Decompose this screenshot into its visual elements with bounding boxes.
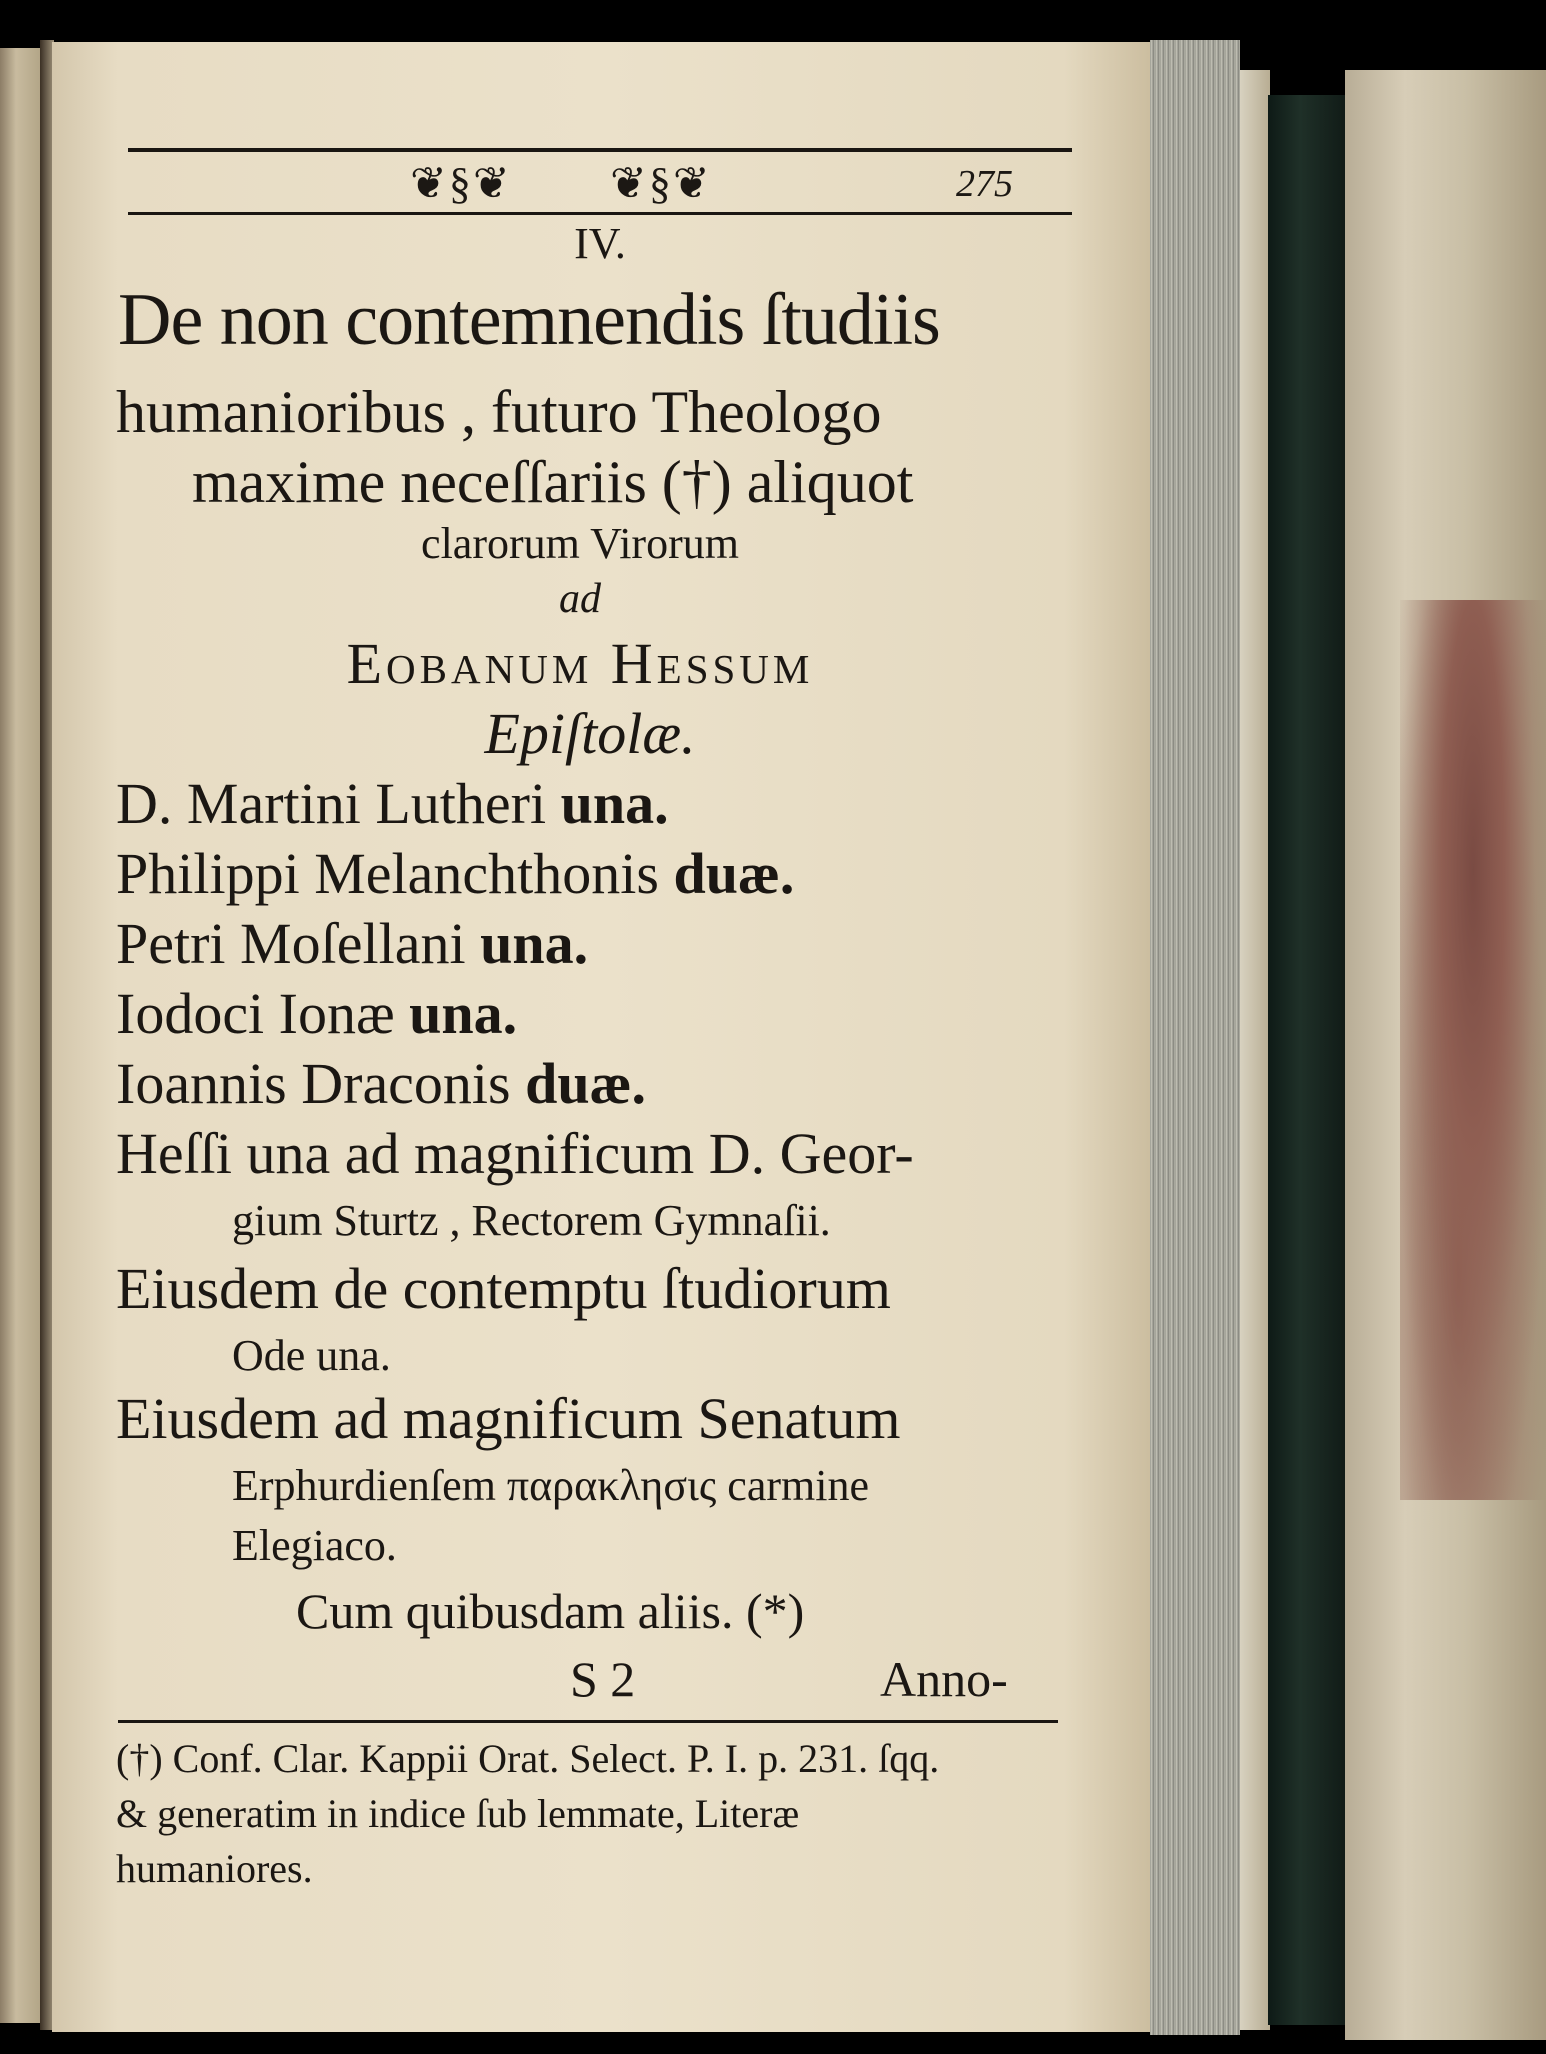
title-line-1: De non contemnendis ſtudiis [118, 279, 940, 361]
entry-hessi-line-2: gium Sturtz , Rectorem Gymnaſii. [232, 1196, 831, 1245]
footnote-rule [118, 1720, 1058, 1723]
header-rule-top [128, 148, 1072, 152]
title-line-5: ad [559, 576, 601, 622]
entry-count: una. [480, 911, 589, 976]
entry-lutheri [116, 770, 669, 837]
header-ornament-right: ❦§❦ [610, 159, 712, 208]
entry-author: D. Martini Lutheri [116, 771, 561, 836]
entry-eiusdem-senatum-line-1: Eiusdem ad magnificum Senatum [116, 1386, 901, 1451]
footnote-line-3: humaniores. [116, 1846, 313, 1891]
signature-mark: S 2 [570, 1651, 636, 1707]
entry-eiusdem-senatum-line-2: Erphurdienſem παρακλησις carmine [232, 1461, 869, 1510]
title-line-2: humanioribus , futuro Theologo [116, 379, 882, 445]
title-epistolae: Epiſtolæ. [484, 701, 696, 766]
footnote-line-2: & generatim in indice ſub lemmate, Literæ [116, 1791, 800, 1836]
entry-count: duæ. [525, 1051, 647, 1116]
header-rule-bottom [128, 212, 1072, 215]
section-numeral: IV. [574, 219, 626, 268]
entry-author: Ioannis Draconis [116, 1051, 526, 1116]
closing-line: Cum quibusdam aliis. (*) [296, 1583, 805, 1639]
entry-author: Philippi Melanchthonis [116, 841, 674, 906]
entry-count: una. [560, 771, 669, 836]
footnote-line-1: (†) Conf. Clar. Kappii Orat. Select. P. I. p. 231. ſqq. [116, 1736, 940, 1781]
entry-draconis [116, 1050, 646, 1117]
green-edge [1268, 95, 1348, 2025]
entry-author: Iodoci Ionæ [116, 981, 410, 1046]
entry-count: duæ. [673, 841, 795, 906]
catchword: Anno- [880, 1651, 1008, 1707]
marbled-paper-stain [1400, 600, 1546, 1500]
entry-mosellani [116, 910, 588, 977]
entry-author: Petri Moſellani [116, 911, 481, 976]
entry-eiusdem-ode-line-1: Eiusdem de contemptu ſtudiorum [116, 1256, 891, 1321]
endpaper [1240, 70, 1270, 2030]
entry-eiusdem-ode-line-2: Ode una. [232, 1331, 391, 1380]
page-edges-block [1150, 40, 1240, 2035]
facing-page-edge [0, 48, 40, 2023]
title-line-4: clarorum Virorum [421, 519, 739, 568]
page-number: 275 [956, 163, 1013, 205]
recipient-name: Eobanum Hessum [346, 631, 814, 696]
header-ornament-left: ❦§❦ [410, 159, 512, 208]
entry-hessi-line-1: Heſſi una ad magnificum D. Geor- [116, 1121, 914, 1186]
entry-count: una. [409, 981, 518, 1046]
title-line-3: maxime neceſſariis (†) aliquot [192, 449, 914, 515]
entry-melanchthonis [116, 840, 794, 907]
entry-eiusdem-senatum-line-3: Elegiaco. [232, 1521, 397, 1570]
entry-ionae [116, 980, 517, 1047]
